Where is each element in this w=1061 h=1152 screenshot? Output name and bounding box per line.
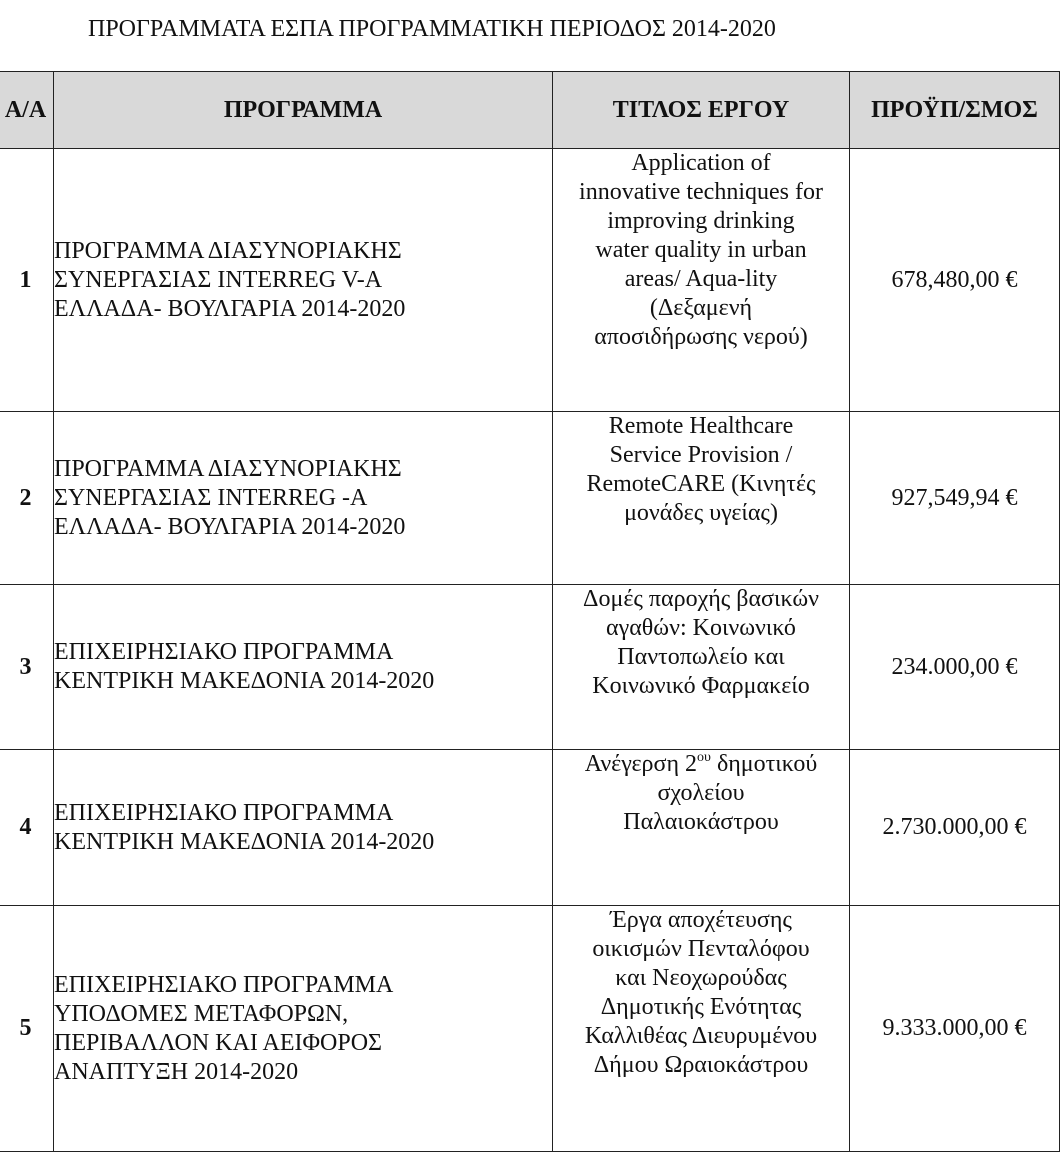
program-name: ΕΠΙΧΕΙΡΗΣΙΑΚΟ ΠΡΟΓΡΑΜΜΑ ΚΕΝΤΡΙΚΗ ΜΑΚΕΔΟΝΙΑ 2014-2020 [54, 750, 553, 906]
project-title: Remote Healthcare Service Provision / RemoteCARE (Κινητές μονάδες υγείας) [553, 412, 850, 585]
program-name: ΕΠΙΧΕΙΡΗΣΙΑΚΟ ΠΡΟΓΡΑΜΜΑ ΚΕΝΤΡΙΚΗ ΜΑΚΕΔΟΝΙΑ 2014-2020 [54, 585, 553, 750]
program-name: ΠΡΟΓΡΑΜΜΑ ΔΙΑΣΥΝΟΡΙΑΚΗΣ ΣΥΝΕΡΓΑΣΙΑΣ INTERREG V-A ΕΛΛΑΔΑ- ΒΟΥΛΓΑΡΙΑ 2014-2020 [54, 149, 553, 412]
row-number: 3 [0, 585, 54, 750]
row-number: 5 [0, 906, 54, 1152]
header-program: ΠΡΟΓΡΑΜΜΑ [54, 72, 553, 149]
row-number: 4 [0, 750, 54, 906]
table-row [0, 750, 1060, 906]
project-title-prefix: Ανέγερση 2 [584, 751, 697, 777]
table-row [0, 585, 1060, 750]
project-title: Δομές παροχής βασικών αγαθών: Κοινωνικό Παντοπωλείο και Κοινωνικό Φαρμακείο [553, 585, 850, 750]
header-aa: Α/Α [0, 72, 54, 149]
budget-amount: 234.000,00 € [850, 585, 1060, 750]
table-row [0, 412, 1060, 585]
budget-amount: 927,549,94 € [850, 412, 1060, 585]
budget-amount: 678,480,00 € [850, 149, 1060, 412]
project-title [553, 750, 850, 906]
program-name: ΕΠΙΧΕΙΡΗΣΙΑΚΟ ΠΡΟΓΡΑΜΜΑ ΥΠΟΔΟΜΕΣ ΜΕΤΑΦΟΡΩΝ, ΠΕΡΙΒΑΛΛΟΝ ΚΑΙ ΑΕΙΦΟΡΟΣ ΑΝΑΠΤΥΞΗ 2014-2020 [54, 906, 553, 1152]
budget-amount: 2.730.000,00 € [850, 750, 1060, 906]
header-project-title: ΤΙΤΛΟΣ ΕΡΓΟΥ [553, 72, 850, 149]
document-title: ΠΡΟΓΡΑΜΜΑΤΑ ΕΣΠΑ ΠΡΟΓΡΑΜΜΑΤΙΚΗ ΠΕΡΙΟΔΟΣ 2014-2020 [88, 16, 776, 42]
budget-amount: 9.333.000,00 € [850, 906, 1060, 1152]
row-number: 2 [0, 412, 54, 585]
row-number: 1 [0, 149, 54, 412]
project-title-suffix: δημοτικού σχολείου Παλαιοκάστρου [623, 751, 818, 835]
project-title: Έργα αποχέτευσης οικισμών Πενταλόφου και Νεοχωρούδας Δημοτικής Ενότητας Καλλιθέας Διευρυμένου Δήμου Ωραιοκάστρου [553, 906, 850, 1152]
header-budget: ΠΡΟΫΠ/ΣΜΟΣ [850, 72, 1060, 149]
table-row [0, 906, 1060, 1152]
project-title: Application of innovative techniques for improving drinking water quality in urban areas/ Aqua-lity (Δεξαμενή αποσιδήρωσης νερού) [553, 149, 850, 412]
ordinal-superscript: ου [697, 750, 711, 765]
table-row [0, 149, 1060, 412]
table-header-row [0, 72, 1060, 149]
programs-table [0, 71, 1060, 1152]
program-name: ΠΡΟΓΡΑΜΜΑ ΔΙΑΣΥΝΟΡΙΑΚΗΣ ΣΥΝΕΡΓΑΣΙΑΣ INTERREG -A ΕΛΛΑΔΑ- ΒΟΥΛΓΑΡΙΑ 2014-2020 [54, 412, 553, 585]
